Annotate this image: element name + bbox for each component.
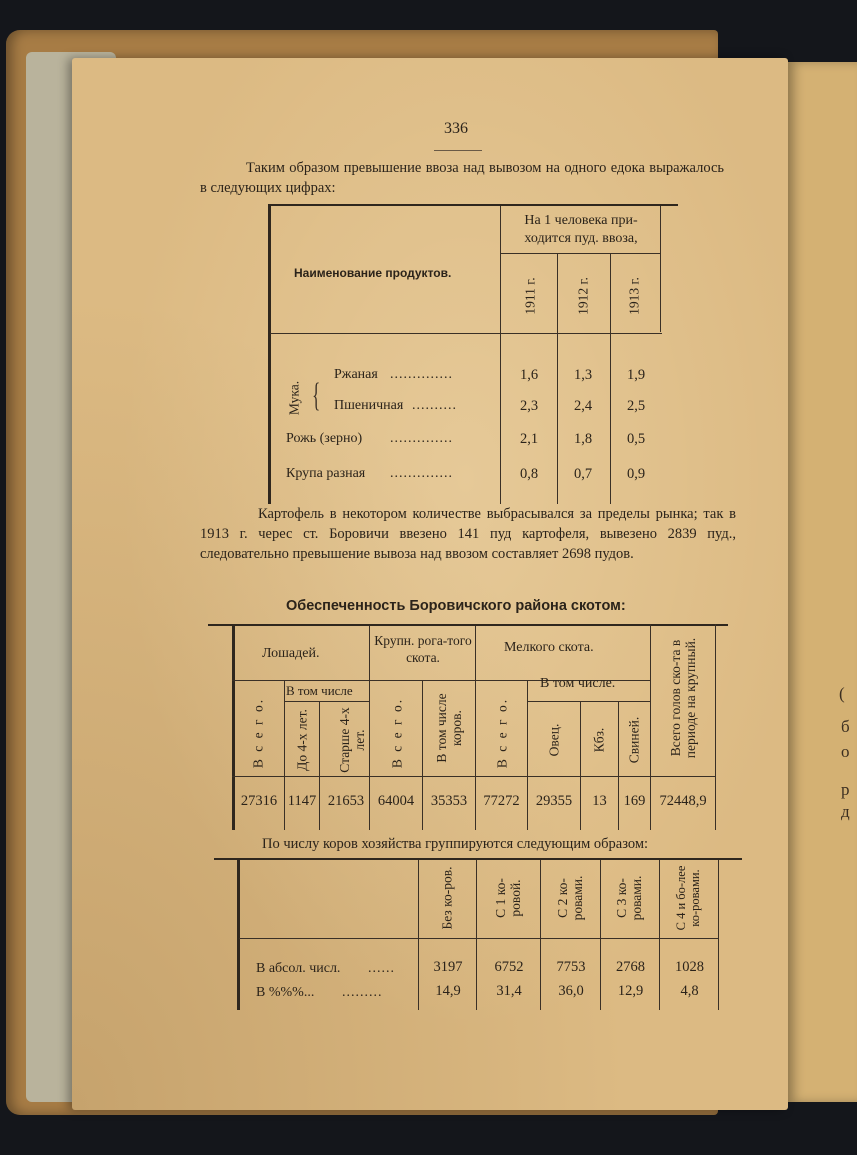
cell-value: 2,5	[626, 398, 646, 414]
cell-value: 0,5	[626, 431, 646, 447]
row-label: Крупа разная	[286, 466, 366, 481]
cell-value: 3197	[433, 959, 463, 975]
header-goats: Кбз.	[591, 727, 607, 753]
book-page	[72, 58, 788, 1110]
header-product-name: Наименование продуктов.	[294, 266, 452, 280]
cell-value: 21653	[327, 793, 365, 809]
cell-value: 1,8	[573, 431, 593, 447]
page-number-rule	[434, 150, 482, 151]
cell-value: 2,1	[519, 431, 539, 447]
cell-value: 2,4	[573, 398, 593, 414]
cell-value: 1,3	[573, 367, 593, 383]
row-leader: .........	[342, 985, 383, 1000]
row-label: Ржаная	[334, 367, 378, 382]
col-divider	[319, 701, 320, 830]
col-divider	[718, 860, 719, 1010]
intro-paragraph: Таким образом превышение ввоза над вывозом на одного едока выражалось в следующих цифрах:	[200, 160, 724, 196]
cell-value: 64004	[377, 793, 415, 809]
table-left-border	[268, 206, 271, 504]
col-header: С 1 ко-ровой.	[493, 878, 523, 918]
cell-value: 72448,9	[659, 793, 707, 809]
col-divider	[715, 624, 716, 830]
table-top-rule	[268, 204, 678, 206]
cell-value: 169	[623, 793, 646, 809]
cell-value: 1028	[675, 959, 704, 975]
cell-value: 27316	[240, 793, 278, 809]
year-1913: 1913 г.	[626, 277, 642, 315]
col-divider	[659, 860, 660, 1010]
header-under4: До 4-х лет.	[294, 709, 310, 771]
group-rule	[500, 253, 660, 254]
cell-value: 2768	[616, 959, 645, 975]
col-divider	[500, 206, 501, 504]
cell-value: 6752	[494, 959, 524, 975]
row-leader: ..............	[390, 466, 453, 481]
header-per-person: На 1 человека при-ходится пуд. ввоза,	[524, 213, 638, 246]
header-total-cattle: В с е г о.	[389, 697, 405, 769]
row-label: Рожь (зерно)	[286, 431, 363, 446]
row-leader: ......	[368, 961, 395, 976]
cell-value: 2,3	[519, 398, 539, 414]
header-cattle: Крупн. рога-того скота.	[374, 633, 472, 665]
header-in-that: В том числе	[286, 683, 353, 698]
row-label: Пшеничная	[334, 398, 404, 413]
row-leader: ..........	[412, 398, 457, 413]
cell-value: 31,4	[496, 983, 522, 999]
cell-value: 0,8	[519, 466, 539, 482]
col-divider	[418, 860, 419, 1010]
table-left-border	[237, 860, 240, 1010]
cell-value: 36,0	[558, 983, 584, 999]
cell-value: 1147	[287, 793, 317, 809]
flour-group-label: Мука.	[286, 380, 302, 416]
cell-value: 0,9	[626, 466, 646, 482]
right-fragment: б	[841, 717, 850, 736]
cell-value: 13	[592, 793, 607, 809]
header-horses: Лошадей.	[262, 646, 320, 661]
right-fragment: о	[841, 742, 850, 761]
subgroup-rule	[284, 701, 369, 702]
col-header: С 4 и бо-лее ко-ровами.	[674, 865, 702, 931]
potato-paragraph: Картофель в некотором количестве выбрасывался за пределы рынка; так в 1913 г. черес ст. Боровичи ввезено 141 пуд картофеля, вывезено 2839 пуд., следовательно превышение вывоза над ввозом составляет 2698 пудов.	[200, 506, 736, 562]
cell-value: 77272	[483, 793, 520, 809]
cell-value: 29355	[535, 793, 573, 809]
col-divider	[600, 860, 601, 1010]
col-header: Без ко-ров.	[439, 866, 455, 930]
header-total-horses: В с е г о.	[250, 697, 266, 769]
page-number: 336	[444, 120, 468, 137]
header-rule	[270, 333, 662, 334]
cell-value: 1,6	[519, 367, 539, 383]
cell-value: 1,9	[626, 367, 646, 383]
next-page	[784, 62, 857, 1102]
header-in-that-small: В том числе.	[540, 676, 616, 691]
cell-value: 7753	[556, 959, 586, 975]
header-total-small: В с е г о.	[494, 697, 510, 769]
header-cows: В том числе коров.	[434, 693, 464, 763]
header-rule	[239, 938, 719, 939]
row-leader: ..............	[390, 367, 453, 382]
right-fragment: р	[841, 780, 850, 799]
row-label: В %%%...	[256, 985, 315, 1000]
year-1911: 1911 г.	[522, 277, 538, 315]
cell-value: 14,9	[435, 983, 461, 999]
livestock-title: Обеспеченность Боровичского района скотом:	[286, 598, 626, 614]
row-label: В абсол. числ.	[256, 961, 341, 976]
header-small-stock: Мелкого скота.	[504, 640, 594, 655]
col-divider	[610, 253, 611, 504]
cell-value: 0,7	[573, 466, 593, 482]
col-divider	[660, 206, 661, 332]
header-pigs: Свиней.	[626, 716, 642, 764]
col-divider	[476, 860, 477, 1010]
row-leader: ..............	[390, 431, 453, 446]
cows-paragraph: По числу коров хозяйства группируются следующим образом:	[262, 836, 649, 852]
table-top-rule	[214, 858, 742, 860]
col-header: С 2 ко-ровами.	[555, 875, 585, 921]
col-divider	[540, 860, 541, 1010]
col-divider	[618, 701, 619, 830]
header-sheep: Овец.	[546, 723, 562, 757]
flour-brace: {	[312, 377, 321, 414]
right-fragment: д	[841, 802, 850, 821]
cell-value: 35353	[430, 793, 468, 809]
right-fragment: (	[839, 684, 845, 703]
cell-value: 12,9	[617, 983, 644, 999]
header-all-heads: Всего голов ско-та в периоде на крупный.	[668, 637, 698, 759]
year-1912: 1912 г.	[575, 277, 591, 315]
header-over4: Старше 4-х лет.	[337, 707, 367, 773]
col-divider	[557, 253, 558, 504]
col-divider	[580, 701, 581, 830]
subgroup-rule	[527, 701, 650, 702]
cell-value: 4,8	[680, 983, 699, 999]
col-header: С 3 ко-ровами.	[614, 875, 644, 921]
